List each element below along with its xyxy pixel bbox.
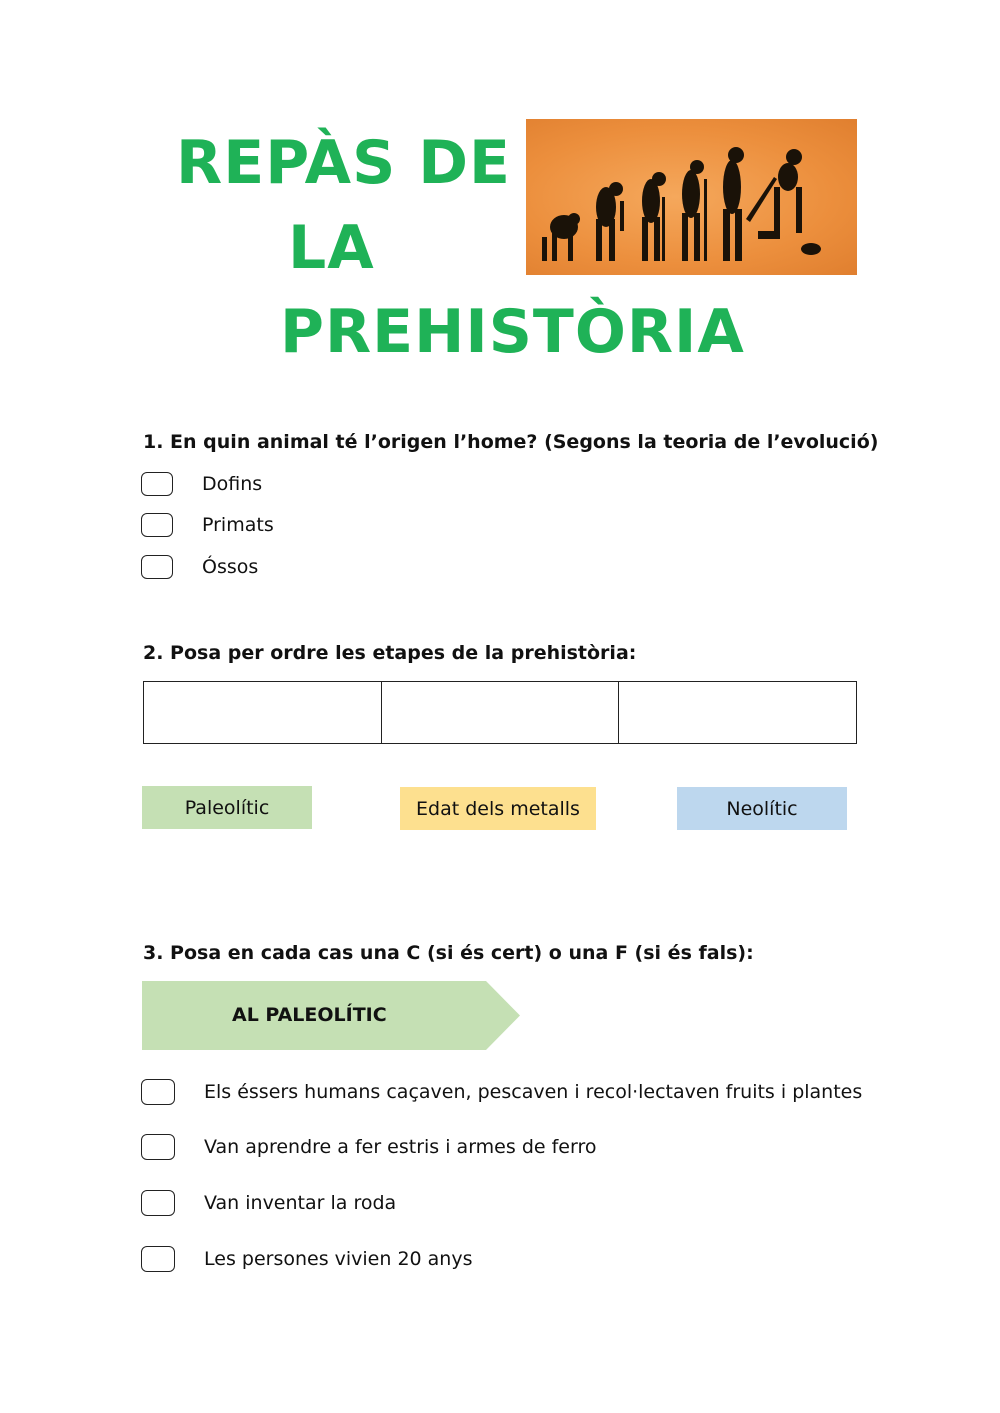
evolution-of-man-image [526,119,857,275]
statement-label: Van inventar la roda [204,1192,397,1214]
option-label: Óssos [202,556,259,578]
answer-box[interactable] [141,1246,175,1272]
option-primats [141,511,274,539]
answer-box[interactable] [141,1134,175,1160]
chip-neolitic[interactable]: Neolític [677,787,847,830]
drop-slot-1[interactable] [144,682,382,743]
drop-slot-3[interactable] [619,682,856,743]
chip-paleolitic[interactable]: Paleolític [142,786,312,829]
option-ossos [141,553,258,581]
option-label: Primats [202,514,274,536]
title-line-2: LA [288,213,375,283]
checkbox[interactable] [141,555,173,579]
question-3: 3. Posa en cada cas una C (si és cert) o una F (si és fals): [143,942,754,964]
statement-label: Els éssers humans caçaven, pescaven i recol·lectaven fruits i plantes [204,1081,863,1103]
statement-1 [141,1078,862,1106]
chip-edat-dels-metalls[interactable]: Edat dels metalls [400,787,596,830]
title-line-3: PREHISTÒRIA [280,297,745,367]
option-label: Dofins [202,473,263,495]
title-line-1: REPÀS DE [176,128,511,198]
answer-box[interactable] [141,1190,175,1216]
statement-4 [141,1245,473,1273]
question-2: 2. Posa per ordre les etapes de la prehistòria: [143,642,637,664]
order-drop-table [143,681,857,744]
answer-box[interactable] [141,1079,175,1105]
statement-3 [141,1189,396,1217]
drop-slot-2[interactable] [382,682,620,743]
option-dofins [141,470,262,498]
question-1: 1. En quin animal té l’origen l’home? (Segons la teoria de l’evolució) [143,431,879,453]
checkbox[interactable] [141,513,173,537]
checkbox[interactable] [141,472,173,496]
statement-label: Les persones vivien 20 anys [204,1248,473,1270]
statement-label: Van aprendre a fer estris i armes de ferro [204,1136,597,1158]
banner-label: AL PALEOLÍTIC [232,1004,387,1026]
statement-2 [141,1133,596,1161]
